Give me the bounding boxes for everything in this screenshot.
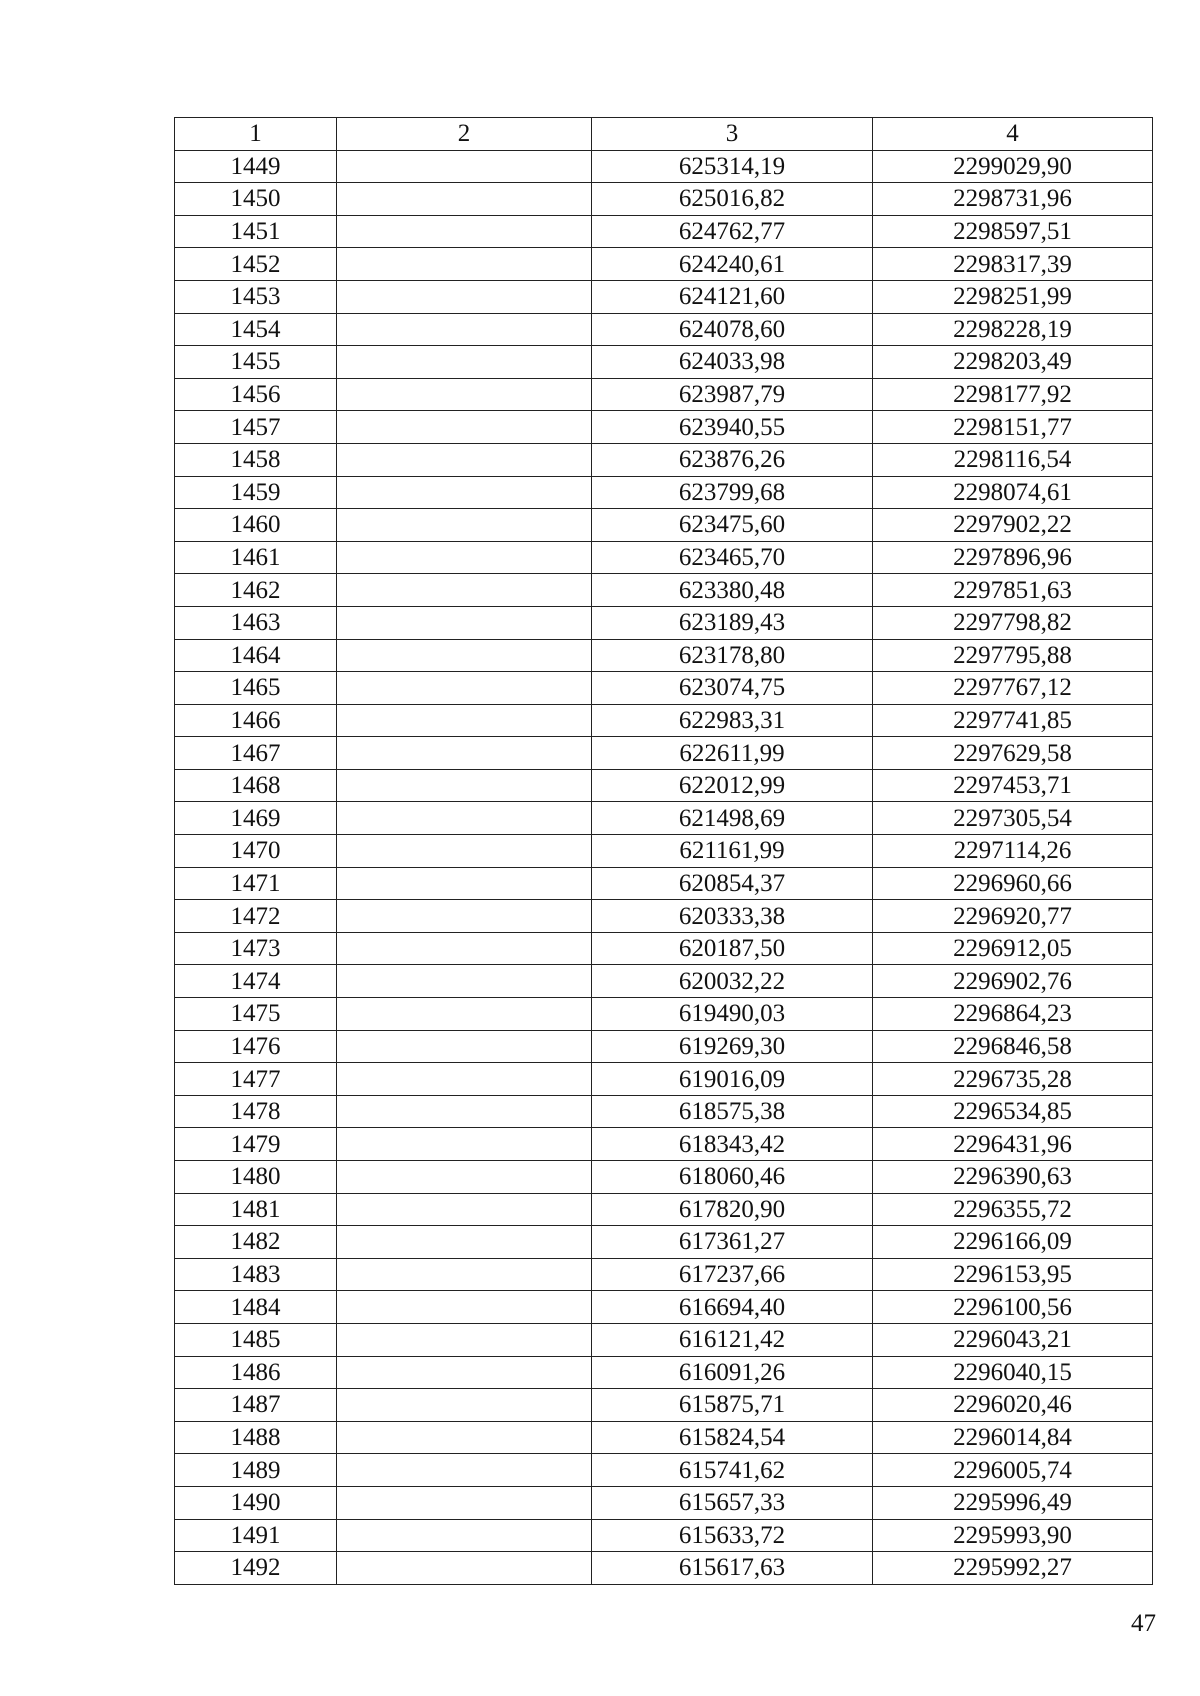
table-cell-col2: [337, 1486, 592, 1519]
table-cell-col1: 1489: [175, 1454, 337, 1487]
table-cell-col2: [337, 1323, 592, 1356]
table-cell-col4: 2298151,77: [873, 411, 1153, 444]
table-cell-col4: 2295993,90: [873, 1519, 1153, 1552]
table-row: [175, 574, 1153, 607]
table-cell-col2: [337, 704, 592, 737]
table-cell-col1: 1465: [175, 672, 337, 705]
table-cell-col4: 2297305,54: [873, 802, 1153, 835]
table-cell-col3: 623940,55: [592, 411, 873, 444]
table-cell-col4: 2297798,82: [873, 606, 1153, 639]
table-cell-col2: [337, 1454, 592, 1487]
table-cell-col3: 623475,60: [592, 509, 873, 542]
table-cell-col4: 2298116,54: [873, 443, 1153, 476]
table-row: [175, 835, 1153, 868]
table-row: [175, 704, 1153, 737]
table-cell-col3: 624762,77: [592, 215, 873, 248]
table-cell-col1: 1454: [175, 313, 337, 346]
table-cell-col2: [337, 443, 592, 476]
table-cell-col3: 625016,82: [592, 183, 873, 216]
table-row: [175, 606, 1153, 639]
table-row: [175, 1421, 1153, 1454]
table-cell-col4: 2297453,71: [873, 769, 1153, 802]
table-cell-col3: 615741,62: [592, 1454, 873, 1487]
table-cell-col3: 616091,26: [592, 1356, 873, 1389]
table-cell-col3: 624121,60: [592, 280, 873, 313]
table-cell-col3: 623987,79: [592, 378, 873, 411]
table-row: [175, 313, 1153, 346]
table-cell-col2: [337, 835, 592, 868]
table-cell-col3: 621161,99: [592, 835, 873, 868]
table-cell-col3: 615657,33: [592, 1486, 873, 1519]
table-cell-col3: 623074,75: [592, 672, 873, 705]
table-cell-col1: 1483: [175, 1258, 337, 1291]
table-cell-col1: 1449: [175, 150, 337, 183]
table-cell-col3: 625314,19: [592, 150, 873, 183]
table-cell-col2: [337, 1258, 592, 1291]
table-cell-col3: 623876,26: [592, 443, 873, 476]
table-cell-col4: 2296431,96: [873, 1128, 1153, 1161]
table-cell-col2: [337, 769, 592, 802]
table-row: [175, 1389, 1153, 1422]
table-cell-col1: 1452: [175, 248, 337, 281]
table-cell-col3: 619016,09: [592, 1063, 873, 1096]
table-row: [175, 672, 1153, 705]
table-cell-col3: 624033,98: [592, 346, 873, 379]
table-cell-col2: [337, 965, 592, 998]
table-cell-col1: 1477: [175, 1063, 337, 1096]
table-cell-col1: 1470: [175, 835, 337, 868]
table-cell-col1: 1461: [175, 541, 337, 574]
table-cell-col2: [337, 378, 592, 411]
table-cell-col3: 621498,69: [592, 802, 873, 835]
table-cell-col2: [337, 1519, 592, 1552]
table-cell-col4: 2295992,27: [873, 1552, 1153, 1585]
page-number: 47: [1131, 1610, 1156, 1637]
table-row: [175, 183, 1153, 216]
table-cell-col1: 1491: [175, 1519, 337, 1552]
table-cell-col1: 1472: [175, 900, 337, 933]
table-cell-col3: 618343,42: [592, 1128, 873, 1161]
table-cell-col4: 2296960,66: [873, 867, 1153, 900]
table-cell-col1: 1490: [175, 1486, 337, 1519]
table-row: [175, 346, 1153, 379]
table-row: [175, 541, 1153, 574]
table-cell-col4: 2296735,28: [873, 1063, 1153, 1096]
table-row: [175, 476, 1153, 509]
table-cell-col1: 1467: [175, 737, 337, 770]
table-cell-col3: 620854,37: [592, 867, 873, 900]
table-header: [175, 118, 1153, 151]
table-cell-col4: 2298251,99: [873, 280, 1153, 313]
table-cell-col1: 1456: [175, 378, 337, 411]
table-cell-col4: 2296040,15: [873, 1356, 1153, 1389]
table-cell-col4: 2297741,85: [873, 704, 1153, 737]
table-row: [175, 1258, 1153, 1291]
table-cell-col1: 1453: [175, 280, 337, 313]
table-cell-col3: 623189,43: [592, 606, 873, 639]
table-cell-col1: 1455: [175, 346, 337, 379]
table-cell-col2: [337, 998, 592, 1031]
table-cell-col1: 1451: [175, 215, 337, 248]
table-cell-col1: 1468: [175, 769, 337, 802]
table-cell-col4: 2297851,63: [873, 574, 1153, 607]
table-cell-col2: [337, 1095, 592, 1128]
table-cell-col4: 2296100,56: [873, 1291, 1153, 1324]
table-cell-col3: 615875,71: [592, 1389, 873, 1422]
table-row: [175, 932, 1153, 965]
table-cell-col3: 624078,60: [592, 313, 873, 346]
table-cell-col1: 1487: [175, 1389, 337, 1422]
table-cell-col4: 2296355,72: [873, 1193, 1153, 1226]
table-cell-col2: [337, 574, 592, 607]
table-cell-col1: 1486: [175, 1356, 337, 1389]
table-cell-col3: 619269,30: [592, 1030, 873, 1063]
header-cell-2: 2: [337, 118, 592, 151]
table-row: [175, 1193, 1153, 1226]
table-cell-col1: 1458: [175, 443, 337, 476]
table-cell-col2: [337, 476, 592, 509]
table-cell-col3: 620333,38: [592, 900, 873, 933]
table-row: [175, 1095, 1153, 1128]
table-cell-col1: 1466: [175, 704, 337, 737]
table-cell-col4: 2298177,92: [873, 378, 1153, 411]
table-cell-col2: [337, 313, 592, 346]
table-row: [175, 150, 1153, 183]
table-cell-col1: 1471: [175, 867, 337, 900]
table-row: [175, 900, 1153, 933]
table-cell-col1: 1473: [175, 932, 337, 965]
table-cell-col4: 2298731,96: [873, 183, 1153, 216]
table-cell-col2: [337, 509, 592, 542]
table-cell-col2: [337, 411, 592, 444]
table-cell-col2: [337, 802, 592, 835]
table-cell-col3: 620187,50: [592, 932, 873, 965]
table-cell-col3: 620032,22: [592, 965, 873, 998]
table-cell-col2: [337, 606, 592, 639]
table-row: [175, 1454, 1153, 1487]
table-cell-col3: 618575,38: [592, 1095, 873, 1128]
table-body: [175, 150, 1153, 1584]
table-cell-col1: 1478: [175, 1095, 337, 1128]
coordinates-table: [174, 117, 1153, 1585]
table-cell-col2: [337, 215, 592, 248]
table-cell-col2: [337, 1552, 592, 1585]
table-cell-col3: 622012,99: [592, 769, 873, 802]
table-cell-col2: [337, 639, 592, 672]
table-cell-col4: 2297896,96: [873, 541, 1153, 574]
table-cell-col4: 2296390,63: [873, 1161, 1153, 1194]
table-cell-col4: 2296043,21: [873, 1323, 1153, 1356]
table-cell-col1: 1485: [175, 1323, 337, 1356]
table-cell-col2: [337, 1291, 592, 1324]
table-cell-col3: 616121,42: [592, 1323, 873, 1356]
table-row: [175, 1519, 1153, 1552]
table-row: [175, 737, 1153, 770]
table-cell-col2: [337, 346, 592, 379]
table-row: [175, 802, 1153, 835]
table-cell-col3: 617361,27: [592, 1226, 873, 1259]
table-row: [175, 1486, 1153, 1519]
table-row: [175, 215, 1153, 248]
table-cell-col2: [337, 541, 592, 574]
table-cell-col1: 1479: [175, 1128, 337, 1161]
table-cell-col1: 1492: [175, 1552, 337, 1585]
table-cell-col4: 2297795,88: [873, 639, 1153, 672]
table-row: [175, 280, 1153, 313]
table-row: [175, 1063, 1153, 1096]
table-cell-col4: 2298074,61: [873, 476, 1153, 509]
table-cell-col2: [337, 1063, 592, 1096]
table-cell-col4: 2296166,09: [873, 1226, 1153, 1259]
table-cell-col4: 2298317,39: [873, 248, 1153, 281]
table-cell-col1: 1450: [175, 183, 337, 216]
table-cell-col4: 2297767,12: [873, 672, 1153, 705]
table-cell-col2: [337, 280, 592, 313]
table-cell-col1: 1480: [175, 1161, 337, 1194]
table-cell-col4: 2297902,22: [873, 509, 1153, 542]
table-cell-col2: [337, 150, 592, 183]
table-cell-col3: 623465,70: [592, 541, 873, 574]
table-cell-col4: 2296920,77: [873, 900, 1153, 933]
table-cell-col4: 2298203,49: [873, 346, 1153, 379]
table-row: [175, 1291, 1153, 1324]
table-row: [175, 998, 1153, 1031]
table-cell-col3: 615617,63: [592, 1552, 873, 1585]
table-cell-col1: 1464: [175, 639, 337, 672]
table-row: [175, 1356, 1153, 1389]
table-row: [175, 965, 1153, 998]
table-cell-col4: 2296020,46: [873, 1389, 1153, 1422]
table-row: [175, 769, 1153, 802]
table-cell-col2: [337, 183, 592, 216]
table-cell-col3: 615824,54: [592, 1421, 873, 1454]
table-cell-col2: [337, 1421, 592, 1454]
table-cell-col4: 2295996,49: [873, 1486, 1153, 1519]
table-cell-col4: 2297114,26: [873, 835, 1153, 868]
table-cell-col4: 2296534,85: [873, 1095, 1153, 1128]
table-row: [175, 1030, 1153, 1063]
header-cell-1: 1: [175, 118, 337, 151]
table-cell-col3: 615633,72: [592, 1519, 873, 1552]
header-cell-4: 4: [873, 118, 1153, 151]
table-cell-col3: 619490,03: [592, 998, 873, 1031]
table-row: [175, 1226, 1153, 1259]
table-cell-col1: 1481: [175, 1193, 337, 1226]
table-cell-col4: 2296005,74: [873, 1454, 1153, 1487]
table-row: [175, 1128, 1153, 1161]
table-cell-col1: 1457: [175, 411, 337, 444]
table-cell-col1: 1488: [175, 1421, 337, 1454]
header-row: [175, 118, 1153, 151]
table-cell-col2: [337, 1030, 592, 1063]
table-cell-col2: [337, 672, 592, 705]
table-cell-col2: [337, 900, 592, 933]
table-cell-col2: [337, 737, 592, 770]
table-cell-col1: 1463: [175, 606, 337, 639]
table-row: [175, 867, 1153, 900]
table-cell-col4: 2296912,05: [873, 932, 1153, 965]
table-row: [175, 1161, 1153, 1194]
table-cell-col3: 617820,90: [592, 1193, 873, 1226]
table-row: [175, 248, 1153, 281]
table-cell-col1: 1484: [175, 1291, 337, 1324]
table-cell-col2: [337, 1161, 592, 1194]
table-cell-col2: [337, 1389, 592, 1422]
table-cell-col3: 618060,46: [592, 1161, 873, 1194]
table-row: [175, 509, 1153, 542]
table-cell-col1: 1482: [175, 1226, 337, 1259]
table-row: [175, 1323, 1153, 1356]
table-cell-col4: 2296014,84: [873, 1421, 1153, 1454]
table-cell-col1: 1469: [175, 802, 337, 835]
table-row: [175, 639, 1153, 672]
table-cell-col4: 2296864,23: [873, 998, 1153, 1031]
table-cell-col2: [337, 932, 592, 965]
table-cell-col2: [337, 1193, 592, 1226]
table-cell-col1: 1474: [175, 965, 337, 998]
table-cell-col3: 617237,66: [592, 1258, 873, 1291]
header-cell-3: 3: [592, 118, 873, 151]
table-cell-col2: [337, 1128, 592, 1161]
table-cell-col3: 624240,61: [592, 248, 873, 281]
table-cell-col4: 2296902,76: [873, 965, 1153, 998]
table-row: [175, 411, 1153, 444]
table-cell-col3: 622611,99: [592, 737, 873, 770]
table-cell-col3: 622983,31: [592, 704, 873, 737]
table-cell-col3: 623799,68: [592, 476, 873, 509]
table-cell-col3: 623178,80: [592, 639, 873, 672]
table-row: [175, 443, 1153, 476]
table-cell-col2: [337, 1356, 592, 1389]
table-cell-col4: 2298228,19: [873, 313, 1153, 346]
table-cell-col1: 1462: [175, 574, 337, 607]
table-cell-col4: 2298597,51: [873, 215, 1153, 248]
table-cell-col2: [337, 1226, 592, 1259]
table-cell-col1: 1476: [175, 1030, 337, 1063]
table-cell-col3: 616694,40: [592, 1291, 873, 1324]
table-cell-col3: 623380,48: [592, 574, 873, 607]
table-cell-col4: 2296153,95: [873, 1258, 1153, 1291]
table-cell-col1: 1459: [175, 476, 337, 509]
table-cell-col1: 1460: [175, 509, 337, 542]
table-cell-col2: [337, 867, 592, 900]
table-cell-col2: [337, 248, 592, 281]
table-cell-col4: 2297629,58: [873, 737, 1153, 770]
table-cell-col4: 2299029,90: [873, 150, 1153, 183]
table-cell-col1: 1475: [175, 998, 337, 1031]
table-cell-col4: 2296846,58: [873, 1030, 1153, 1063]
table-row: [175, 378, 1153, 411]
table-row: [175, 1552, 1153, 1585]
